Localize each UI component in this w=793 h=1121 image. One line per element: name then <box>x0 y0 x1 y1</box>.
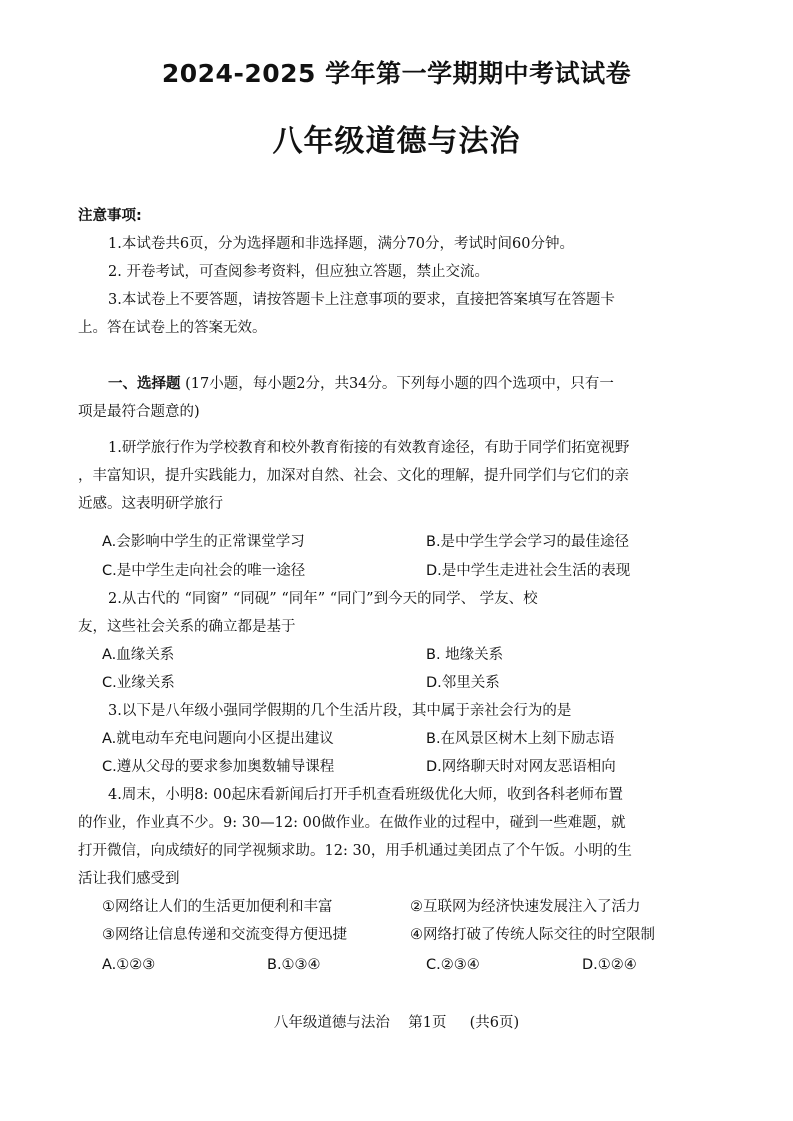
q1-option-a: A.会影响中学生的正常课堂学习 <box>102 534 305 550</box>
q3-option-d: D.网络聊天时对网友恶语相向 <box>426 759 616 775</box>
q3-option-b: B.在风景区树木上刻下励志语 <box>426 731 615 747</box>
q2-option-d: D.邻里关系 <box>426 675 500 691</box>
notice-item-3-cont: 上。答在试卷上的答案无效。 <box>78 320 267 336</box>
q2-option-b: B. 地缘关系 <box>426 647 504 663</box>
q4-statement-4: ④网络打破了传统人际交往的时空限制 <box>410 927 655 943</box>
q2-stem-line-2: 友，这些社会关系的确立都是基于 <box>78 619 296 635</box>
q4-statement-1: ①网络让人们的生活更加便利和丰富 <box>102 899 333 915</box>
notice-item-2: 2. 开卷考试，可查阅参考资料，但应独立答题，禁止交流。 <box>108 264 489 280</box>
q1-option-c: C.是中学生走向社会的唯一途径 <box>102 563 306 579</box>
q1-stem-line-3: 近感。这表明研学旅行 <box>78 496 223 512</box>
q4-statement-2: ②互联网为经济快速发展注入了活力 <box>410 899 641 915</box>
q4-stem-line-1: 4.周末，小明8: 00起床看新闻后打开手机查看班级优化大师，收到各科老师布置 <box>108 787 624 803</box>
q4-stem-line-2: 的作业，作业真不少。9: 30—12: 00做作业。在做作业的过程中，碰到一些难题，就 <box>78 815 626 831</box>
q4-option-c: C.②③④ <box>426 957 480 973</box>
exam-subject-title: 八年级道德与法治 <box>272 124 521 159</box>
section-heading <box>108 374 614 394</box>
q3-option-a: A.就电动车充电问题向小区提出建议 <box>102 731 334 747</box>
notice-item-1: 1.本试卷共6页，分为选择题和非选择题，满分70分，考试时间60分钟。 <box>108 236 574 252</box>
section-desc: (17小题，每小题2分，共34分。下列每小题的四个选项中，只有一 <box>185 376 614 392</box>
exam-title: 2024-2025 学年第一学期期中考试试卷 <box>161 59 632 88</box>
q2-option-a: A.血缘关系 <box>102 647 175 663</box>
section-desc-cont: 项是最符合题意的) <box>78 404 200 420</box>
q1-option-b: B.是中学生学会学习的最佳途径 <box>426 534 630 550</box>
q2-option-c: C.业缘关系 <box>102 675 175 691</box>
q3-stem-line-1: 3.以下是八年级小强同学假期的几个生活片段，其中属于亲社会行为的是 <box>108 703 572 719</box>
q1-option-d: D.是中学生走进社会生活的表现 <box>426 563 631 579</box>
section-label: 一、选择题 <box>108 376 181 392</box>
q4-statement-3: ③网络让信息传递和交流变得方便迅捷 <box>102 927 347 943</box>
q4-stem-line-3: 打开微信，向成绩好的同学视频求助。12: 30，用手机通过美团点了个午饭。小明的生 <box>78 843 632 859</box>
notice-item-3: 3.本试卷上不要答题，请按答题卡上注意事项的要求，直接把答案填写在答题卡 <box>108 292 615 308</box>
q4-option-d: D.①②④ <box>582 957 637 973</box>
q4-stem-line-4: 活让我们感受到 <box>78 871 180 887</box>
notice-heading: 注意事项: <box>78 208 142 224</box>
page-footer: 八年级道德与法治 第1页 (共6页) <box>273 1015 520 1031</box>
q1-stem-line-2: ，丰富知识，提升实践能力，加深对自然、社会、文化的理解，提升同学们与它们的亲 <box>78 468 629 484</box>
q4-option-b: B.①③④ <box>267 957 321 973</box>
q1-stem-line-1: 1.研学旅行作为学校教育和校外教育衔接的有效教育途径，有助于同学们拓宽视野 <box>108 440 630 456</box>
q2-stem-line-1: 2.从古代的 “同窗” “同砚” “同年” “同门”到今天的同学、 学友、校 <box>108 591 538 607</box>
q3-option-c: C.遵从父母的要求参加奥数辅导课程 <box>102 759 335 775</box>
q4-option-a: A.①②③ <box>102 957 156 973</box>
